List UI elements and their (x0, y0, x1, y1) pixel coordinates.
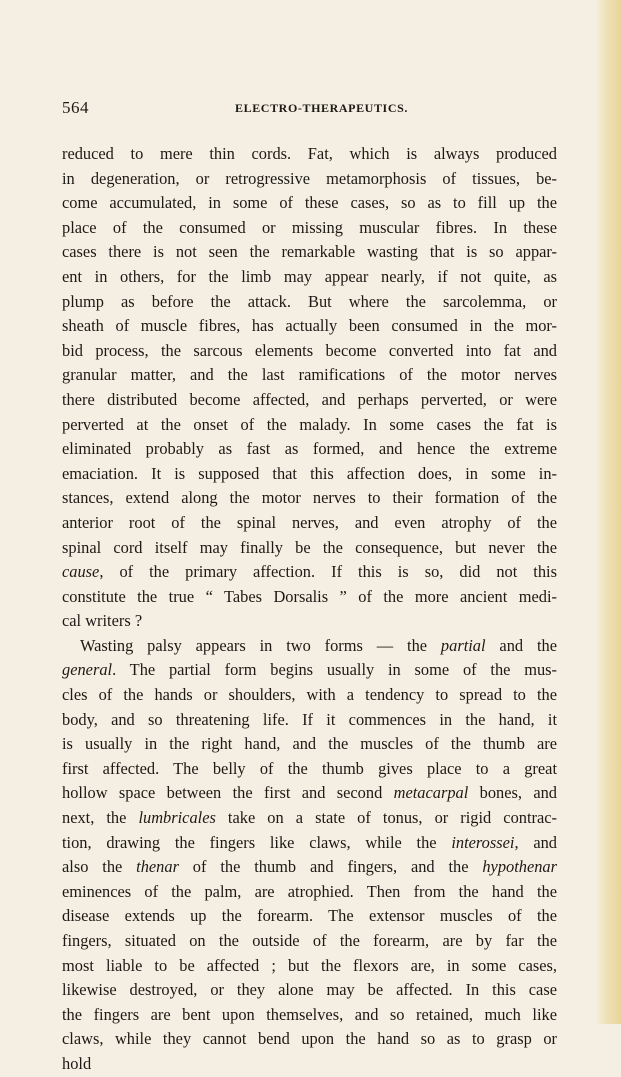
text-line (62, 265, 557, 290)
text-run: of the thumb and fingers, and the (178, 857, 483, 877)
text-run: first affected. The belly of the thumb gives place to a great (62, 758, 557, 778)
text-run: stances, extend along the motor nerves to their formation of the (62, 488, 557, 508)
text-line (62, 880, 557, 905)
text-run: take on a state of tonus, or rigid contrac- (215, 808, 557, 828)
text-run: , and (514, 832, 557, 852)
text-run: place of the consumed or missing muscular fibres. In these (62, 217, 557, 237)
text-run: cles of the hands or shoulders, with a tendency to spread to the (62, 685, 557, 705)
text-run: likewise destroyed, or they alone may be affected. In this case (62, 980, 557, 1000)
text-run: also the (62, 857, 137, 877)
text-line (62, 904, 557, 929)
text-run: , of the primary affection. If this is so, did not this (99, 562, 557, 582)
text-run: cases there is not seen the remarkable wasting that is so appar- (62, 242, 557, 262)
text-run: the fingers are bent upon themselves, and so retained, much like (62, 1004, 557, 1024)
text-line (62, 609, 557, 634)
text-run: constitute the true “ Tabes Dorsalis ” of the more ancient medi- (62, 586, 557, 606)
text-line (62, 1027, 557, 1052)
text-run: most liable to be affected ; but the flexors are, in some cases, (62, 955, 557, 975)
text-line (62, 511, 557, 536)
text-run: body, and so threatening life. If it commences in the hand, it (62, 709, 557, 729)
text-run: eminences of the palm, are atrophied. Then from the hand the (62, 881, 557, 901)
text-run: is usually in the right hand, and the muscles of the thumb are (62, 734, 557, 754)
text-line (62, 167, 557, 192)
text-line (62, 142, 557, 167)
text-run: spinal cord itself may finally be the consequence, but never the (62, 537, 557, 557)
body-text (62, 142, 557, 1077)
text-line (62, 1052, 557, 1077)
text-line (62, 806, 557, 831)
text-run: next, the (62, 808, 139, 828)
text-run: there distributed become affected, and perhaps perverted, or were (62, 389, 557, 409)
text-line (62, 191, 557, 216)
italic-term: interossei (451, 832, 515, 852)
text-line (62, 585, 557, 610)
text-run: hollow space between the first and second (62, 783, 394, 803)
text-run: bones, and (468, 783, 557, 803)
text-run: hold (62, 1053, 92, 1073)
text-line (62, 929, 557, 954)
text-line (62, 388, 557, 413)
text-line (62, 732, 557, 757)
text-line (62, 437, 557, 462)
text-run: fingers, situated on the outside of the forearm, are by far the (62, 931, 557, 950)
text-run: plump as before the attack. But where the sarcolemma, or (62, 291, 557, 311)
text-run: granular matter, and the last ramifications of the motor nerves (62, 365, 557, 385)
italic-term: metacarpal (393, 783, 469, 803)
italic-term: partial (440, 635, 486, 655)
text-run: and the (485, 635, 557, 655)
italic-term: general (62, 660, 113, 680)
text-run: claws, while they cannot bend upon the hand so as to grasp or (62, 1029, 557, 1049)
text-run: come accumulated, in some of these cases, so as to fill up the (62, 193, 557, 213)
text-line (62, 314, 557, 339)
text-run: sheath of muscle fibres, has actually been consumed in the mor- (62, 316, 557, 336)
italic-term: cause (62, 562, 100, 582)
text-line (62, 708, 557, 733)
text-run: bid process, the sarcous elements become converted into fat and (62, 340, 557, 360)
text-line (62, 683, 557, 708)
page-edge-shadow (595, 0, 621, 1024)
text-line (62, 954, 557, 979)
text-line (62, 462, 557, 487)
text-run: Wasting palsy appears in two forms — the (80, 635, 441, 655)
text-run: perverted at the onset of the malady. In some cases the fat is (62, 414, 557, 434)
text-run: eliminated probably as fast as formed, and hence the extreme (62, 439, 557, 459)
text-line (62, 216, 557, 241)
text-run: ent in others, for the limb may appear nearly, if not quite, as (62, 266, 557, 286)
text-line (62, 240, 557, 265)
italic-term: hypothenar (482, 857, 557, 877)
text-line (62, 413, 557, 438)
text-line (62, 831, 557, 856)
italic-term: thenar (136, 857, 179, 877)
text-line (62, 486, 557, 511)
text-run: anterior root of the spinal nerves, and even atrophy of the (62, 512, 557, 532)
text-run: cal writers ? (62, 611, 143, 631)
page-number: 564 (62, 98, 89, 117)
text-run: emaciation. It is supposed that this affection does, in some in- (62, 463, 557, 483)
text-line (62, 536, 557, 561)
text-line (62, 658, 557, 683)
text-line (62, 634, 557, 659)
text-run: disease extends up the forearm. The extensor muscles of the (62, 906, 557, 926)
text-line (62, 339, 557, 364)
text-line (62, 757, 557, 782)
text-line (62, 855, 557, 880)
text-line (62, 781, 557, 806)
text-run: in degeneration, or retrogressive metamorphosis of tissues, be- (62, 168, 557, 188)
text-line (62, 290, 557, 315)
running-head: ELECTRO-THERAPEUTICS. (235, 101, 408, 115)
italic-term: lumbricales (138, 808, 216, 828)
text-run: tion, drawing the fingers like claws, while the (62, 832, 452, 852)
text-line (62, 560, 557, 585)
text-run: . The partial form begins usually in some of the mus- (112, 660, 557, 680)
text-line (62, 978, 557, 1003)
text-line (62, 363, 557, 388)
page-header (62, 98, 556, 120)
text-run: reduced to mere thin cords. Fat, which is always produced (62, 144, 557, 163)
